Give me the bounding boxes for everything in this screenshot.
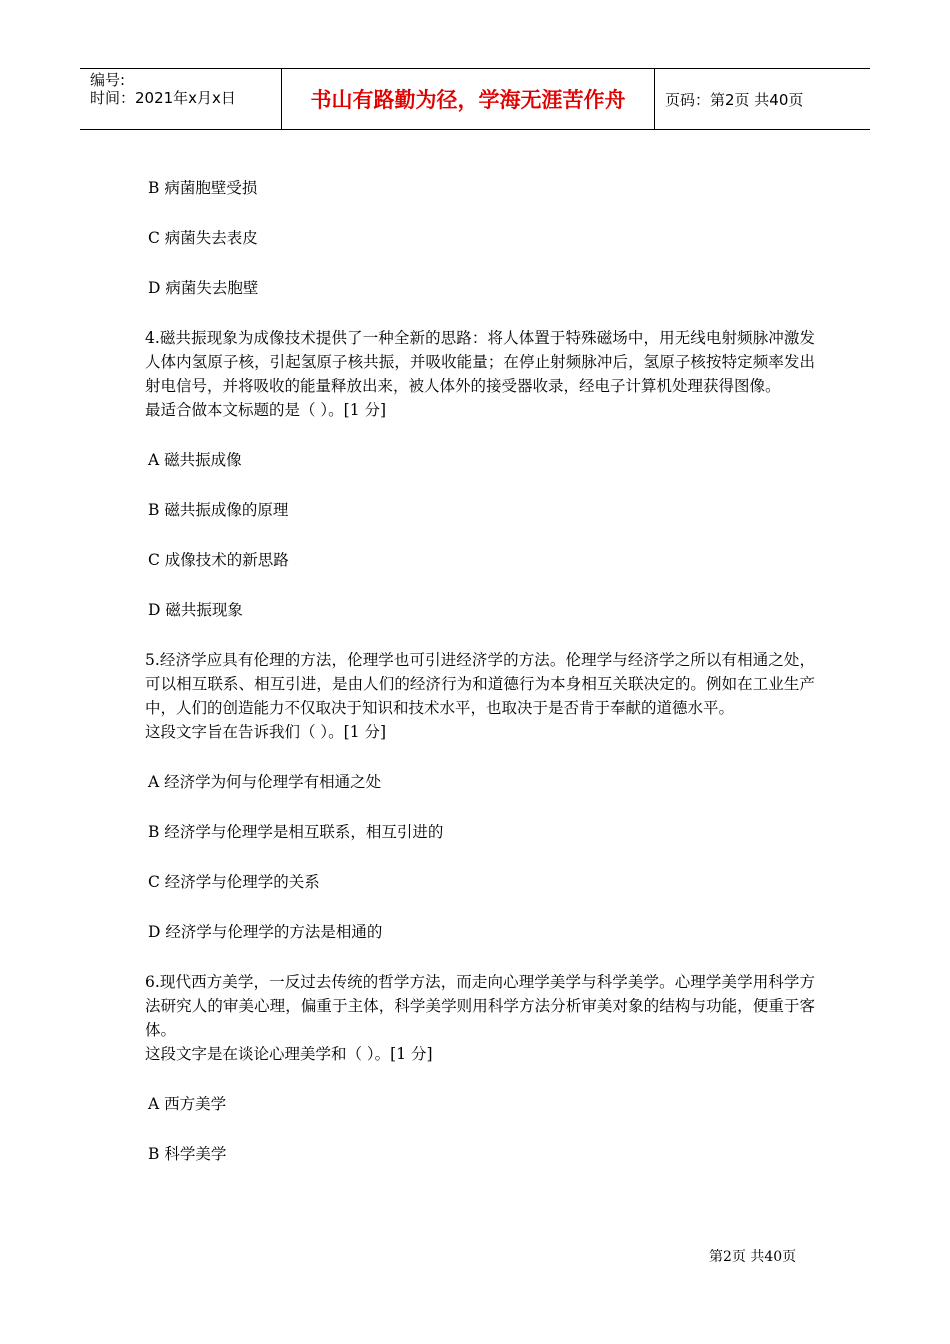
option-item: B 病菌胞壁受损 xyxy=(148,179,258,197)
option-item: A 西方美学 xyxy=(148,1095,227,1113)
option-item: B 磁共振成像的原理 xyxy=(148,501,289,519)
number-label: 编号: xyxy=(90,71,126,89)
option-item: A 磁共振成像 xyxy=(148,451,242,469)
option-item: B 经济学与伦理学是相互联系，相互引进的 xyxy=(148,823,444,841)
option-item: C 成像技术的新思路 xyxy=(148,551,289,569)
question-prompt: 最适合做本文标题的是（ ）。[1 分] xyxy=(145,401,387,419)
question-prompt: 这段文字旨在告诉我们（ ）。[1 分] xyxy=(145,723,387,741)
option-item: D 磁共振现象 xyxy=(148,601,243,619)
question-text: 4.磁共振现象为成像技术提供了一种全新的思路：将人体置于特殊磁场中，用无线电射频脉冲激发人体内氢原子核，引起氢原子核共振，并吸收能量；在停止射频脉冲后，氢原子核按特定频率发出射电信号，并将吸收的能量释放出来，被人体外的接受器收录，经电子计算机处理获得图像。 xyxy=(145,329,815,395)
question-prompt: 这段文字是在谈论心理美学和（ ）。[1 分] xyxy=(145,1045,433,1063)
page-footer: 第2页 共40页 xyxy=(709,1249,797,1265)
question-text: 5.经济学应具有伦理的方法，伦理学也可引进经济学的方法。伦理学与经济学之所以有相通之处，可以相互联系、相互引进，是由人们的经济行为和道德行为本身相互关联决定的。例如在工业生产中，人们的创造能力不仅取决于知识和技术水平，也取决于是否肯于奉献的道德水平。 xyxy=(145,651,815,717)
option-item: D 病菌失去胞壁 xyxy=(148,279,259,297)
header-meta xyxy=(80,69,282,129)
question-text: 6.现代西方美学，一反过去传统的哲学方法，而走向心理学美学与科学美学。心理学美学用科学方法研究人的审美心理，偏重于主体，科学美学则用科学方法分析审美对象的结构与功能，便重于客体。 xyxy=(145,973,815,1039)
page-header xyxy=(80,68,870,130)
option-item: A 经济学为何与伦理学有相通之处 xyxy=(148,773,382,791)
header-page-info: 页码：第2页 共40页 xyxy=(665,90,804,109)
option-item: C 经济学与伦理学的关系 xyxy=(148,873,320,891)
time-label: 时间：2021年x月x日 xyxy=(90,89,236,107)
option-item: B 科学美学 xyxy=(148,1145,227,1163)
document-body xyxy=(145,176,815,1192)
header-motto: 书山有路勤为径，学海无涯苦作舟 xyxy=(282,69,655,129)
option-item: D 经济学与伦理学的方法是相通的 xyxy=(148,923,383,941)
option-item: C 病菌失去表皮 xyxy=(148,229,258,247)
